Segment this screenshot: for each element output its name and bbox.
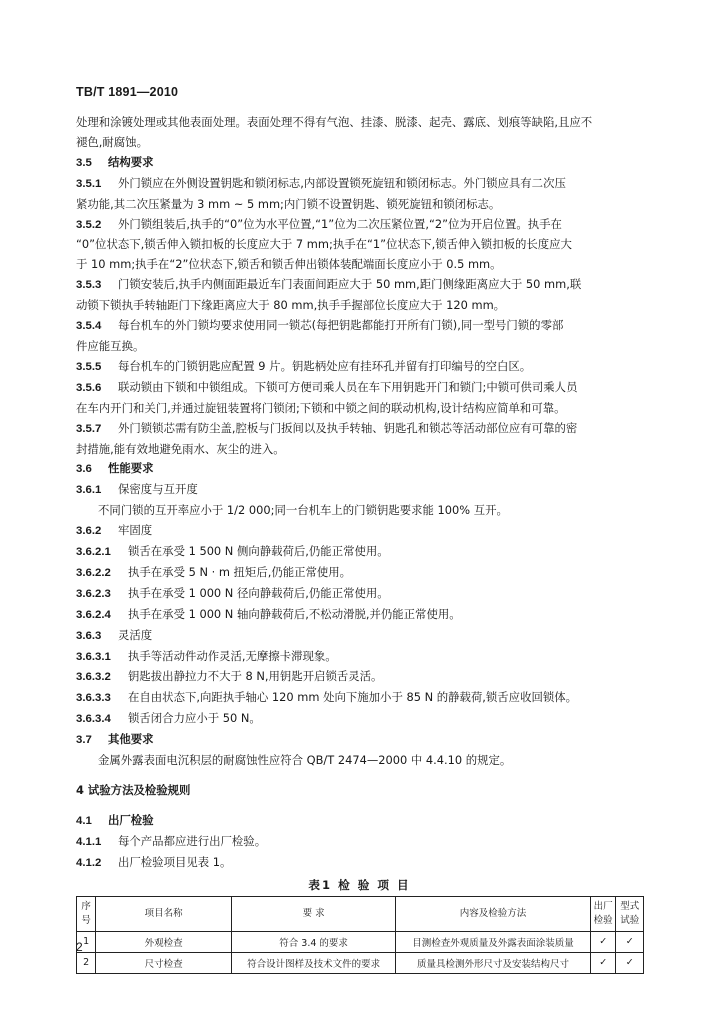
paragraph [76, 751, 643, 771]
clause-text: 锁舌闭合力应小于 50 N。 [128, 711, 261, 726]
clause-number: 4.1.1 [76, 835, 102, 848]
clause-continuation [76, 235, 643, 255]
subsection-title: 保密度与互开度 [118, 482, 198, 497]
clause-number: 3.6.3.1 [76, 650, 111, 663]
clause-number: 3.5.3 [76, 279, 102, 292]
cell-requirement: 符合 3.4 的要求 [232, 931, 396, 952]
check-mark-icon: ✓ [616, 952, 644, 973]
clause-continuation [76, 337, 643, 357]
col-header-serial: 序号 [77, 896, 96, 931]
paragraph [76, 501, 643, 521]
clause-text: 锁舌在承受 1 500 N 侧向静载荷后,仍能正常使用。 [128, 544, 389, 559]
col-header-requirement: 要 求 [232, 896, 396, 931]
clause-text: 每台机车的外门锁均要求使用同一锁芯(每把钥匙都能打开所有门锁),同一型号门锁的零部 [118, 318, 564, 333]
col-header-item-name: 项目名称 [96, 896, 232, 931]
clause-number: 3.6.2.3 [76, 587, 111, 600]
clause-text: 外门锁应在外侧设置钥匙和锁闭标志,内部设置锁死旋钮和锁闭标志。外门锁应具有二次压 [118, 175, 566, 190]
clause-text: 在自由状态下,向距执手轴心 120 mm 处向下施加小于 85 N 的静载荷,锁舌应收回锁体。 [128, 690, 578, 705]
col-header-factory-inspection: 出厂检验 [590, 896, 615, 931]
clause [76, 853, 643, 874]
clause [76, 542, 643, 563]
paragraph-text: 褪色,耐腐蚀。 [76, 134, 148, 149]
section-heading [76, 730, 643, 751]
cell-method: 目测检查外观质量及外露表面涂装质量 [396, 931, 591, 952]
clause-continuation [76, 399, 643, 419]
cell-item-name: 尺寸检查 [96, 952, 232, 973]
cell-method: 质量具检测外形尺寸及安装结构尺寸 [396, 952, 591, 973]
section-heading [76, 153, 643, 174]
clause-text: 紧功能,其二次压紧量为 3 mm ~ 5 mm;内门锁不设置钥匙、锁死旋钮和锁闭标志。 [76, 196, 501, 211]
standard-code-header: TB/T 1891—2010 [76, 85, 179, 99]
clause [76, 378, 643, 399]
clause-text: 执手在承受 5 N · m 扭矩后,仍能正常使用。 [128, 564, 352, 579]
paragraph-text: 金属外露表面电沉积层的耐腐蚀性应符合 QB/T 2474—2000 中 4.4.10 的规定。 [98, 753, 512, 768]
section-title: 性能要求 [108, 461, 154, 476]
col-header-type-test: 型式试验 [616, 896, 644, 931]
clause-number: 3.6.2.4 [76, 608, 111, 621]
clause-number: 3.6.3.3 [76, 692, 111, 705]
paragraph [76, 133, 643, 153]
subsection-title: 灵活度 [118, 627, 153, 642]
clause-continuation [76, 255, 643, 275]
check-mark-icon: ✓ [590, 931, 615, 952]
clause [76, 357, 643, 378]
clause-text: 联动锁由下锁和中锁组成。下锁可方便司乘人员在车下用钥匙开门和锁门;中锁可供司乘人员 [118, 379, 578, 394]
clause-text: 于 10 mm;执手在“2”位状态下,锁舌和锁舌伸出锁体装配端面长度应小于 0.5 mm。 [76, 257, 502, 272]
clause [76, 275, 643, 296]
page-number: 2 [76, 940, 83, 954]
section-title: 其他要求 [108, 732, 154, 747]
clause-text: 执手等活动件动作灵活,无摩擦卡滞现象。 [128, 648, 337, 663]
clause-text: 执手在承受 1 000 N 径向静载荷后,仍能正常使用。 [128, 585, 389, 600]
section-title: 出厂检验 [108, 812, 154, 827]
clause-text: 外门锁组装后,执手的“0”位为水平位置,“1”位为二次压紧位置,“2”位为开启位置。执手在 [118, 216, 562, 231]
clause-number: 3.5.2 [76, 218, 102, 231]
clause-text: 封措施,能有效地避免雨水、灰尘的进入。 [76, 441, 285, 456]
clause-text: 出厂检验项目见表 1。 [118, 854, 232, 869]
spacer [76, 801, 643, 811]
clause-number: 3.5.6 [76, 381, 102, 394]
clause-continuation [76, 195, 643, 215]
clause-continuation [76, 296, 643, 316]
clause-number: 3.6 [76, 463, 92, 476]
cell-requirement: 符合设计图样及技术文件的要求 [232, 952, 396, 973]
table-caption: 表1 检 验 项 目 [308, 877, 411, 892]
clause-number: 4.1 [76, 814, 92, 827]
clause-number: 3.5.7 [76, 422, 102, 435]
clause-number: 3.6.3.2 [76, 671, 111, 684]
clause-text: 在车内开门和关门,并通过旋钮装置将门锁闭;下锁和中锁之间的联动机构,设计结构应简单和可靠。 [76, 400, 566, 415]
clause-number: 4.1.2 [76, 856, 102, 869]
clause-continuation [76, 440, 643, 460]
document-body [76, 113, 643, 974]
clause-number: 3.6.1 [76, 484, 102, 497]
table-row [77, 952, 644, 973]
paragraph [76, 113, 643, 133]
subsection-heading [76, 626, 643, 647]
section-heading [76, 459, 643, 480]
section-title: 结构要求 [108, 154, 154, 169]
clause-number: 3.5.5 [76, 360, 102, 373]
subsection-title: 牢固度 [118, 523, 153, 538]
clause [76, 709, 643, 730]
cell-item-name: 外观检查 [96, 931, 232, 952]
clause [76, 832, 643, 853]
clause [76, 419, 643, 440]
clause-number: 3.7 [76, 734, 92, 747]
check-mark-icon: ✓ [590, 952, 615, 973]
clause [76, 316, 643, 337]
clause [76, 605, 643, 626]
clause-text: 每台机车的门锁钥匙应配置 9 片。钥匙柄处应有挂环孔并留有打印编号的空白区。 [118, 358, 532, 373]
clause-number: 3.6.2.1 [76, 546, 111, 559]
clause-text: 动锁下锁执手转轴距门下缘距离应大于 80 mm,执手手握部位长度应大于 120 mm。 [76, 298, 506, 313]
table-header-row [77, 896, 644, 931]
clause [76, 215, 643, 236]
cell-serial: 1 [77, 931, 96, 952]
chapter-heading: 4 试验方法及检验规则 [76, 783, 191, 797]
clause [76, 563, 643, 584]
clause [76, 688, 643, 709]
clause-number: 3.6.2.2 [76, 566, 111, 579]
clause-text: 每个产品都应进行出厂检验。 [118, 833, 267, 848]
clause-number: 3.6.3 [76, 629, 102, 642]
paragraph-text: 不同门锁的互开率应小于 1/2 000;同一台机车上的门锁钥匙要求能 100% 互开。 [98, 503, 508, 518]
clause-text: 件应能互换。 [76, 338, 145, 353]
clause-text: “0”位状态下,锁舌伸入锁扣板的长度应大于 7 mm;执手在“1”位状态下,锁舌伸入锁扣板的长度应大 [76, 237, 572, 252]
clause-number: 3.5.4 [76, 320, 102, 333]
clause-number: 3.6.3.4 [76, 713, 111, 726]
clause-number: 3.6.2 [76, 525, 102, 538]
clause [76, 584, 643, 605]
section-heading [76, 811, 643, 832]
paragraph-text: 处理和涂镀处理或其他表面处理。表面处理不得有气泡、挂漆、脱漆、起壳、露底、划痕等缺陷,且应不 [76, 115, 593, 129]
subsection-heading [76, 521, 643, 542]
table-row [77, 931, 644, 952]
check-mark-icon: ✓ [616, 931, 644, 952]
spacer [76, 771, 643, 781]
clause [76, 647, 643, 668]
subsection-heading [76, 480, 643, 501]
clause-text: 外门锁锁芯需有防尘盖,腔板与门扳间以及执手转轴、钥匙孔和锁芯等活动部位应有可靠的密 [118, 420, 578, 435]
inspection-items-table [76, 896, 644, 974]
clause-number: 3.5 [76, 156, 92, 169]
clause-text: 钥匙拔出静拉力不大于 8 N,用钥匙开启锁舌灵活。 [128, 669, 383, 684]
clause [76, 174, 643, 195]
clause [76, 667, 643, 688]
cell-serial: 2 [77, 952, 96, 973]
clause-text: 执手在承受 1 000 N 轴向静载荷后,不松动滑脱,并仍能正常使用。 [128, 606, 461, 621]
clause-number: 3.5.1 [76, 177, 102, 190]
clause-text: 门锁安装后,执手内侧面距最近车门表面间距应大于 50 mm,距门侧缘距离应大于 50 mm,联 [118, 277, 582, 292]
col-header-method: 内容及检验方法 [396, 896, 591, 931]
